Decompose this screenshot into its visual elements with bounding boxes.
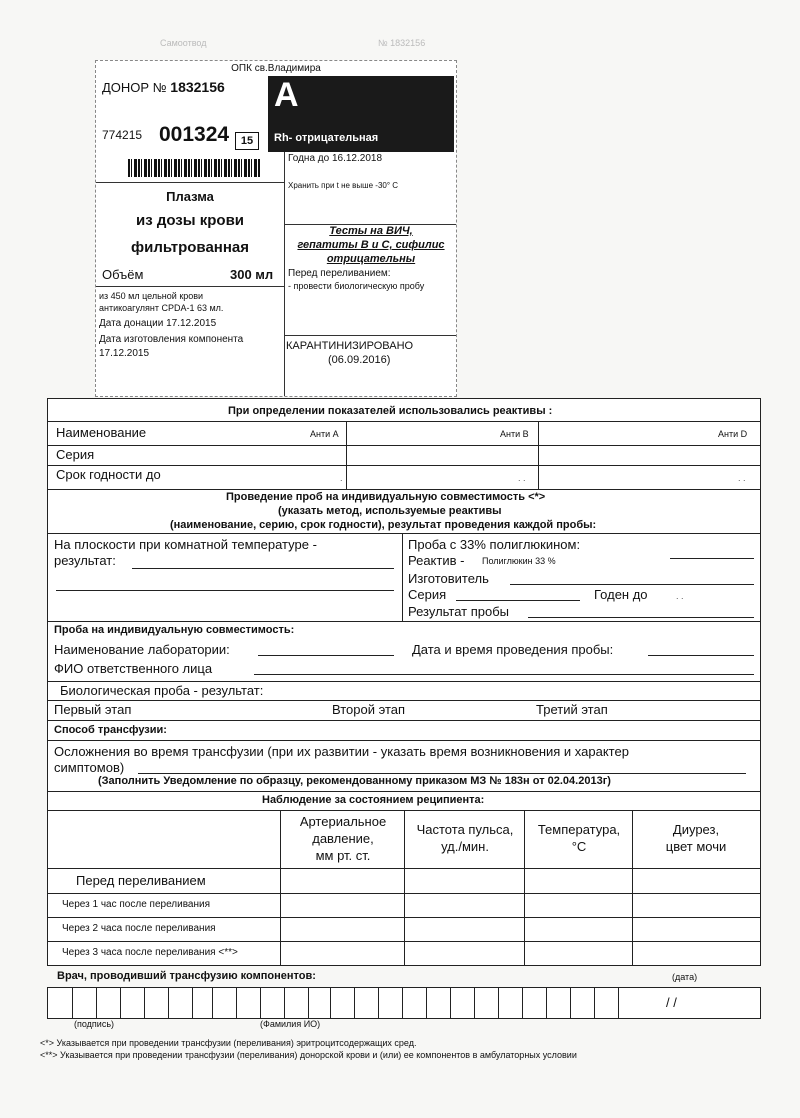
datetime-label: Дата и время проведения пробы: bbox=[412, 642, 614, 657]
footnote-1: <*> Указывается при проведении трансфузии (переливания) эритроцитсодержащих сред. bbox=[40, 1038, 417, 1048]
quarantine-block bbox=[286, 339, 456, 367]
complications1: Осложнения во время трансфузии (при их развитии - указать время возникновения и характер bbox=[54, 744, 629, 759]
doctor-label: Врач, проводивший трансфузию компонентов: bbox=[57, 970, 316, 982]
col-divider bbox=[538, 421, 539, 489]
lab-label: Наименование лаборатории: bbox=[54, 642, 230, 657]
anti-d-header: Анти D bbox=[718, 429, 748, 439]
manufacture-date: 17.12.2015 bbox=[99, 348, 150, 359]
col-temp-line1: Температура, bbox=[537, 822, 621, 837]
grid-cell bbox=[284, 988, 285, 1018]
code-big: 001324 bbox=[159, 123, 230, 146]
result-field[interactable] bbox=[528, 617, 754, 618]
barcode bbox=[128, 159, 260, 177]
plane-label2: результат: bbox=[54, 553, 116, 568]
col-temp-line2: °С bbox=[571, 839, 587, 854]
row-2h: Через 2 часа после переливания bbox=[62, 923, 216, 934]
rh-factor: Rh- отрицательная bbox=[274, 132, 379, 144]
donor-prefix: ДОНОР № bbox=[102, 80, 167, 95]
col-pulse bbox=[406, 821, 524, 855]
grid-cell bbox=[450, 988, 451, 1018]
blood-component-label bbox=[95, 60, 457, 397]
grid-cell bbox=[354, 988, 355, 1018]
row-divider bbox=[48, 421, 760, 422]
row-divider bbox=[48, 791, 760, 792]
expiry-a-dots: . bbox=[340, 473, 343, 483]
grid-cell bbox=[192, 988, 193, 1018]
date-label: (дата) bbox=[672, 972, 698, 982]
grid-cell bbox=[212, 988, 213, 1018]
bio-test-note: - провести биологическую пробу bbox=[288, 281, 425, 291]
row-divider bbox=[48, 465, 760, 466]
grid-cell bbox=[522, 988, 523, 1018]
tests-line1: Тесты на ВИЧ, bbox=[329, 225, 413, 237]
row-1h: Через 1 час после переливания bbox=[62, 899, 211, 910]
valid-label: Годен до bbox=[594, 587, 648, 602]
blood-group: A bbox=[274, 76, 299, 114]
grid-cell bbox=[260, 988, 261, 1018]
expiry-d-dots: . . bbox=[738, 473, 746, 483]
reagents-title: При определении показателей использовались реактивы : bbox=[228, 405, 553, 417]
grid-cell bbox=[498, 988, 499, 1018]
doctor-signature-grid[interactable] bbox=[47, 987, 761, 1019]
notice: (Заполнить Уведомление по образцу, рекомендованному приказом МЗ № 183н от 02.04.2013г) bbox=[98, 775, 611, 787]
tests-line3: отрицательны bbox=[326, 253, 416, 265]
row-divider bbox=[48, 893, 760, 894]
before-transfusion: Перед переливанием: bbox=[288, 268, 391, 279]
col-diuresis-line1: Диурез, bbox=[672, 822, 720, 837]
grid-cell bbox=[402, 988, 403, 1018]
row-divider bbox=[48, 489, 760, 490]
header-center: № 1832156 bbox=[378, 38, 426, 48]
reagent-value: Полиглюкин 33 % bbox=[482, 556, 556, 566]
manufacture-label: Дата изготовления компонента bbox=[99, 334, 244, 345]
label-divider bbox=[284, 152, 285, 396]
grid-cell bbox=[144, 988, 145, 1018]
stage1-label: Первый этап bbox=[54, 702, 132, 717]
label-separator bbox=[96, 182, 284, 183]
plane-result-field-2[interactable] bbox=[56, 590, 394, 591]
compat-title1: Проведение проб на индивидуальную совместимость <*> bbox=[226, 491, 546, 503]
row-divider bbox=[48, 720, 760, 721]
manufacturer-label: Изготовитель bbox=[408, 571, 489, 586]
grid-cell bbox=[594, 988, 595, 1018]
manufacturer-field[interactable] bbox=[510, 584, 754, 585]
row-divider bbox=[48, 740, 760, 741]
storage: Хранить при t не выше -30° С bbox=[288, 181, 399, 190]
row-divider bbox=[48, 700, 760, 701]
grid-cell bbox=[96, 988, 97, 1018]
footnote-2: <**> Указывается при проведении трансфузии (переливания) донорской крови и (или) ее компонентов в амбулаторных условии bbox=[40, 1050, 577, 1060]
indiv-title: Проба на индивидуальную совместимость: bbox=[54, 624, 295, 636]
quarantine: КАРАНТИНИЗИРОВАНО bbox=[286, 340, 414, 352]
grid-cell bbox=[570, 988, 571, 1018]
label-separator bbox=[96, 286, 284, 287]
row-divider bbox=[48, 533, 760, 534]
tests-line2: гепатиты В и С, сифилис bbox=[297, 239, 445, 251]
col-diuresis bbox=[634, 821, 758, 855]
anti-b-header: Анти В bbox=[500, 429, 529, 439]
grid-cell bbox=[120, 988, 121, 1018]
col-divider bbox=[346, 421, 347, 489]
col-bp bbox=[288, 813, 398, 864]
grid-cell bbox=[474, 988, 475, 1018]
tests-block bbox=[286, 224, 456, 266]
quarantine-date: (06.09.2016) bbox=[328, 354, 391, 366]
grid-cell bbox=[168, 988, 169, 1018]
valid-until: Годна до 16.12.2018 bbox=[288, 153, 383, 164]
lab-field[interactable] bbox=[258, 655, 394, 656]
col-bp-line1: Артериальное bbox=[299, 814, 387, 829]
method-label: Способ трансфузии: bbox=[54, 724, 167, 736]
series-label: Серия bbox=[56, 447, 95, 462]
col-pulse-line2: уд./мин. bbox=[441, 839, 489, 854]
anti-a-header: Анти А bbox=[310, 429, 339, 439]
col-bp-line2: давление, bbox=[312, 831, 374, 846]
complications2: симптомов) bbox=[54, 760, 125, 775]
blood-group-box bbox=[268, 76, 454, 152]
responsible-field[interactable] bbox=[254, 674, 754, 675]
code-sub: 15 bbox=[235, 132, 259, 150]
series2-field[interactable] bbox=[456, 600, 580, 601]
col-pulse-line1: Частота пульса, bbox=[416, 822, 514, 837]
valid-dots: . . bbox=[676, 591, 684, 601]
donation-date: Дата донации 17.12.2015 bbox=[99, 318, 217, 329]
donor-line bbox=[102, 79, 225, 95]
row-3h: Через 3 часа после переливания <**> bbox=[62, 947, 238, 958]
grid-cell bbox=[546, 988, 547, 1018]
result-label: Результат пробы bbox=[408, 604, 510, 619]
row-before: Перед переливанием bbox=[76, 873, 206, 888]
responsible-label: ФИО ответственного лица bbox=[54, 661, 213, 676]
compat-title3: (наименование, серию, срок годности), результат проведения каждой пробы: bbox=[170, 519, 597, 531]
complications-field[interactable] bbox=[138, 773, 746, 774]
transfusion-form bbox=[47, 398, 761, 966]
product-line3: фильтрованная bbox=[130, 239, 250, 256]
row-divider bbox=[48, 445, 760, 446]
row-divider bbox=[48, 621, 760, 622]
row-divider bbox=[48, 868, 760, 869]
row-divider bbox=[48, 917, 760, 918]
product-line2: из дозы крови bbox=[135, 212, 245, 229]
expiry-b-dots: . . bbox=[518, 473, 526, 483]
expiry-label: Срок годности до bbox=[56, 467, 161, 482]
donor-number: 1832156 bbox=[170, 79, 225, 95]
code-small: 774215 bbox=[102, 128, 143, 142]
label-separator bbox=[285, 335, 456, 336]
plane-label1: На плоскости при комнатной температуре - bbox=[54, 537, 317, 552]
grid-cell bbox=[308, 988, 309, 1018]
header-left: Самоотвод bbox=[160, 38, 207, 48]
fullname-label: (Фамилия ИО) bbox=[260, 1019, 321, 1029]
grid-cell bbox=[426, 988, 427, 1018]
col-bp-line3: мм рт. ст. bbox=[315, 848, 371, 863]
col-divider bbox=[402, 533, 403, 621]
volume-value: 300 мл bbox=[230, 267, 274, 282]
product-name bbox=[96, 189, 284, 256]
reagent-field[interactable] bbox=[670, 558, 754, 559]
series2-label: Серия bbox=[408, 587, 447, 602]
grid-cell bbox=[378, 988, 379, 1018]
composition2: антикоагулянт CPDA-1 63 мл. bbox=[99, 303, 224, 313]
observation-title: Наблюдение за состоянием реципиента: bbox=[262, 794, 485, 806]
col-temp bbox=[526, 821, 632, 855]
poly-label: Проба с 33% полиглюкином: bbox=[408, 537, 581, 552]
compat-title2: (указать метод, используемые реактивы bbox=[278, 505, 502, 517]
plane-result-field[interactable] bbox=[132, 568, 394, 569]
row-divider bbox=[48, 681, 760, 682]
composition1: из 450 мл цельной крови bbox=[99, 291, 204, 301]
grid-cell bbox=[236, 988, 237, 1018]
col-diuresis-line2: цвет мочи bbox=[665, 839, 727, 854]
datetime-field[interactable] bbox=[648, 655, 754, 656]
reagent-label: Реактив - bbox=[408, 553, 465, 568]
grid-cell bbox=[72, 988, 73, 1018]
signature-label: (подпись) bbox=[74, 1019, 115, 1029]
bio-result-label: Биологическая проба - результат: bbox=[60, 683, 264, 698]
row-divider bbox=[48, 941, 760, 942]
label-org: ОПК св.Владимира bbox=[231, 63, 321, 74]
grid-cell bbox=[618, 988, 619, 1018]
volume-label: Объём bbox=[102, 267, 144, 282]
date-slashes: / / bbox=[666, 995, 677, 1010]
grid-cell bbox=[330, 988, 331, 1018]
name-label: Наименование bbox=[56, 425, 147, 440]
stage3-label: Третий этап bbox=[536, 702, 608, 717]
product-line1: Плазма bbox=[166, 189, 214, 204]
stage2-label: Второй этап bbox=[332, 702, 406, 717]
